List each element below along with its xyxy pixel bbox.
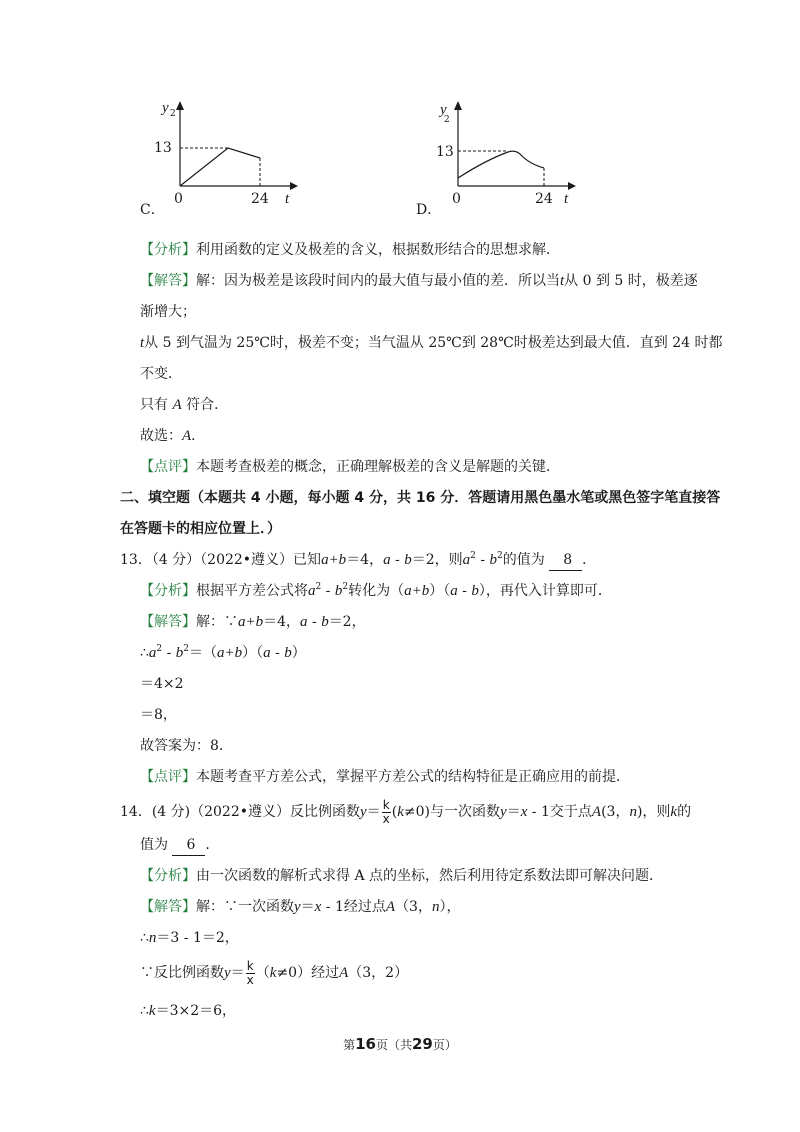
denominator: x [382, 811, 390, 826]
var-b: b [489, 552, 498, 568]
exp: 2 [156, 644, 163, 654]
answer-text: （3，2） [348, 965, 409, 981]
paren: ( [391, 804, 398, 820]
graph-d-ytick: 13 [436, 144, 454, 160]
q12-comment [140, 457, 560, 477]
graph-c-ylabel: y [162, 100, 169, 116]
equals: ＝ [230, 965, 245, 981]
comment-text: 本题考查平方差公式，掌握平方差公式的结构特征是正确应用的前提． [196, 769, 630, 785]
answer-text: 从 0 到 5 时，极差逐 [564, 273, 698, 289]
q14-answer-line4 [140, 1001, 236, 1021]
answer-tag: 【解答】 [140, 899, 196, 915]
expr: a+b [404, 583, 430, 599]
q12-answer-line3 [140, 333, 722, 353]
var-a: a [300, 614, 308, 630]
var-a: a [263, 645, 271, 661]
exp: 2 [315, 582, 322, 592]
q13-text: 的值为 [502, 552, 545, 568]
answer-tag: 【解答】 [140, 614, 196, 630]
q13-answer-line3: ＝4×2 [140, 676, 184, 692]
graph-option-c [140, 96, 300, 221]
equals: ＝ [300, 899, 315, 915]
q13-answer-line5: 故答案为：8． [140, 738, 233, 754]
var-a: A [591, 804, 602, 820]
var-a: A [172, 397, 182, 413]
answer-text: 解：∵ [196, 614, 238, 630]
q14-text: 与一次函数 [430, 804, 501, 820]
numerator: k [246, 958, 254, 973]
expr: a+b [321, 552, 347, 568]
var-a: a [462, 552, 471, 568]
graph-d-xlabel: t [564, 191, 569, 207]
answer-tag: 【解答】 [140, 273, 196, 289]
answer-text: ≠0）经过 [276, 965, 340, 981]
answer-text: ＝4， [263, 614, 301, 630]
q13-answer-line4: ＝8， [140, 707, 177, 723]
x-arrow [290, 182, 298, 190]
var-b: b [334, 583, 343, 599]
denominator: x [246, 972, 254, 987]
q14-answer-line3 [140, 958, 408, 988]
minus: - [270, 645, 285, 661]
var-b: b [321, 614, 329, 630]
equals: ＝ [506, 804, 521, 820]
q14-text: ． [205, 837, 220, 853]
q13-text: ＝4， [346, 552, 384, 568]
var-x: x [314, 899, 322, 915]
page-total: 29 [412, 1035, 433, 1053]
section-title-line2: 在答题卡的相应位置上．） [120, 521, 281, 537]
analysis-text: ），再代入计算即可． [478, 583, 612, 599]
var-b: b [471, 583, 479, 599]
analysis-tag: 【分析】 [140, 583, 196, 599]
section-title-line1: 二、填空题（本题共 4 小题，每小题 4 分，共 16 分．答题请用黑色墨水笔或黑色签字笔直接答 [120, 490, 721, 506]
answer-text: 解：∵一次函数 [196, 899, 294, 915]
q14-text: (3， [601, 804, 630, 820]
option-d-label: D． [416, 202, 442, 218]
minus: - [307, 614, 322, 630]
comment-tag: 【点评】 [140, 769, 196, 785]
q12-analysis [140, 240, 560, 260]
q13-answer-blank: 8 [549, 550, 582, 571]
q14-text: 的 [677, 804, 692, 820]
footer-text: 第 [343, 1038, 356, 1052]
minus: - [457, 583, 472, 599]
q12-answer-line5 [140, 395, 228, 415]
q12-answer-line4: 不变． [140, 366, 182, 382]
q14-text: - 1 [527, 804, 550, 820]
minus: - [162, 645, 176, 661]
graph-d-xtick: 24 [535, 191, 553, 207]
q12-answer-line1 [140, 271, 698, 291]
var-a: A [182, 428, 192, 444]
q14-text: )，则 [636, 804, 671, 820]
var-k: k [148, 1003, 156, 1019]
q12-answer-line2: 渐增大； [140, 304, 196, 320]
answer-text: （3， [395, 899, 432, 915]
graph-c-ysub: 2 [170, 109, 176, 119]
var-n: n [431, 899, 440, 915]
graph-d-ysub: 2 [444, 115, 450, 125]
analysis-tag: 【分析】 [140, 868, 196, 884]
comment-text: 本题考查极差的概念，正确理解极差的含义是解题的关键． [196, 459, 560, 475]
analysis-text: 利用函数的定义及极差的含义，根据数形结合的思想求解． [196, 242, 560, 258]
graph-c-origin: 0 [174, 191, 183, 207]
equals: ＝ [366, 804, 381, 820]
footer-text: 页） [432, 1038, 457, 1052]
q14-text: 交于点 [549, 804, 592, 820]
var-a: A [385, 899, 396, 915]
q13-answer-line2 [140, 643, 306, 663]
minus: - [321, 583, 335, 599]
answer-text: ∵反比例函数 [140, 965, 224, 981]
var-a: A [339, 965, 349, 981]
q14-answer-line1 [140, 897, 460, 917]
var-k: k [397, 804, 404, 820]
q12-answer-line6 [140, 426, 205, 446]
q13-analysis [140, 581, 612, 601]
exp: 2 [470, 551, 476, 561]
var-k: k [670, 804, 678, 820]
answer-text: ＝3 - 1＝2， [156, 930, 239, 946]
answer-text: - 1 [321, 899, 344, 915]
exp: 2 [497, 551, 503, 561]
var-b: b [404, 552, 412, 568]
q14-text: ≠0) [403, 804, 431, 820]
q14-answer-blank: 6 [172, 835, 205, 856]
q13-prefix: 13．（4 分）（2022•遵义）已知 [120, 552, 322, 568]
x-arrow [568, 182, 576, 190]
var-y: y [500, 804, 507, 820]
q14-stem [120, 797, 691, 827]
var-a: a [383, 552, 391, 568]
exp: 2 [183, 644, 190, 654]
var-t: t [140, 335, 145, 351]
var-a: a [308, 583, 316, 599]
q14-answer-line2 [140, 928, 239, 948]
q14-text: 值为 [140, 837, 168, 853]
numerator: k [382, 797, 390, 812]
var-y: y [359, 804, 367, 820]
q14-stem-line2 [140, 835, 219, 856]
y-arrow [454, 101, 462, 110]
var-b: b [175, 645, 184, 661]
exp: 2 [342, 582, 349, 592]
analysis-text: 根据平方差公式将 [196, 583, 308, 599]
answer-text: ）， [439, 899, 461, 915]
page-footer [0, 1034, 800, 1055]
var-t: t [560, 273, 565, 289]
var-n: n [148, 930, 157, 946]
therefore: ∴ [140, 645, 149, 661]
graph-c-xtick: 24 [251, 191, 269, 207]
analysis-text: ）（ [429, 583, 451, 599]
answer-text: （ [255, 965, 270, 981]
q13-answer-line1 [140, 612, 366, 632]
minus: - [390, 552, 405, 568]
answer-text: 经过点 [343, 899, 386, 915]
graph-option-d [416, 96, 586, 221]
answer-text: 符合． [186, 397, 229, 413]
answer-text: 只有 [140, 397, 168, 413]
expr: a+b [217, 645, 243, 661]
answer-text: 从 5 到气温为 25℃时，极差不变；当气温从 25℃到 28℃时极差达到最大值．直到 24 时都 [144, 335, 723, 351]
var-y: y [224, 965, 231, 981]
var-a: a [450, 583, 458, 599]
graph-d-ylabel: y [440, 102, 447, 118]
var-n: n [629, 804, 637, 820]
analysis-text: 由一次函数的解析式求得 A 点的坐标，然后利用待定系数法即可解决问题． [196, 868, 664, 884]
therefore: ∴ [140, 1003, 149, 1019]
var-y: y [294, 899, 301, 915]
answer-text: 解：因为极差是该段时间内的最大值与最小值的差．所以当 [196, 273, 560, 289]
analysis-tag: 【分析】 [140, 242, 196, 258]
curve [458, 151, 544, 178]
var-x: x [520, 804, 528, 820]
q14-prefix: 14．(4 分)（2022•遵义）反比例函数 [120, 804, 360, 820]
graph-d-origin: 0 [452, 191, 461, 207]
curve [180, 148, 260, 186]
graph-c-ytick: 13 [154, 140, 172, 156]
var-k: k [269, 965, 277, 981]
expr: a+b [238, 614, 264, 630]
comment-tag: 【点评】 [140, 459, 196, 475]
analysis-text: 转化为（ [348, 583, 405, 599]
var-b: b [284, 645, 292, 661]
var-a: a [148, 645, 157, 661]
q13-text: ． [582, 552, 597, 568]
y-arrow [176, 101, 184, 110]
answer-text: ） [291, 645, 306, 661]
answer-text: ＝2， [328, 614, 366, 630]
page-number: 16 [355, 1035, 376, 1053]
answer-text: 故选： [140, 428, 182, 444]
fraction-k-over-x [246, 960, 255, 987]
graph-c-xlabel: t [285, 191, 290, 207]
q13-text: ＝2，则 [411, 552, 463, 568]
answer-text: ＝3×2＝6， [155, 1003, 237, 1019]
answer-text: ）（ [242, 645, 264, 661]
answer-text: ＝（ [189, 645, 218, 661]
answer-text: ． [191, 428, 206, 444]
option-c-label: C． [140, 202, 165, 218]
q14-analysis [140, 866, 663, 886]
minus: - [475, 552, 490, 568]
q13-comment [140, 767, 630, 787]
therefore: ∴ [140, 930, 149, 946]
footer-text: 页（共 [375, 1038, 412, 1052]
fraction-k-over-x [382, 799, 391, 826]
q13-stem [120, 550, 596, 571]
